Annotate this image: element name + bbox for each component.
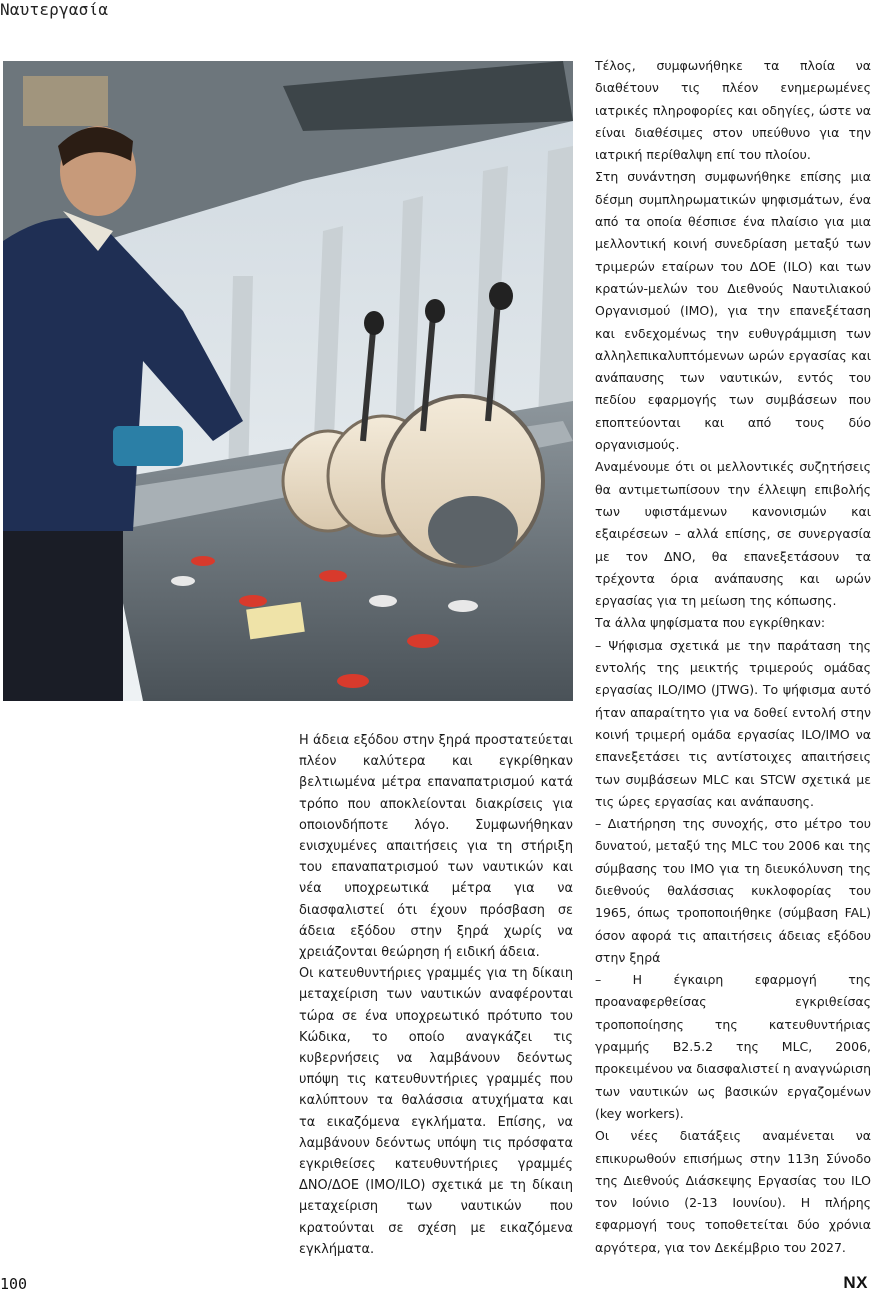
paragraph: Στη συνάντηση συμφωνήθηκε επίσης μια δέσμη συμπληρωματικών ψηφισμάτων, ένα από τα οποία θέσπισε ένα πλαίσιο για μια μελλοντική κοινή συνεδρίαση μεταξύ των τριμερών εταίρων του ΔΟΕ (ILO) και των κρατών-μελών του Διεθνούς Ναυτιλιακού Οργανισμού (ΙΜΟ), για την επανεξέταση και ενδεχομένως την ευθυγράμμιση των αλληλεπικαλυπτόμενων ωρών εργασίας και ανάπαυσης των ναυτικών, εντός του πεδίου εφαρμογής των συμβάσεων που εποπτεύονται και από τους δύο οργανισμούς.: [595, 169, 871, 453]
photo-illustration: [3, 61, 573, 701]
paragraph: Οι κατευθυντήριες γραμμές για τη δίκαιη μεταχείριση των ναυτικών αναφέρονται τώρα σε ένα υποχρεωτικό πρότυπο του Κώδικα, το οποίο αναγκάζει τις κυβερνήσεις να λαμβάνουν δεόντως υπόψη τις κατευθυντήριες γραμμές που καλύπτουν τα θαλάσσια ατυχήματα και τα εικαζόμενα εγκλήματα. Επίσης, να λαμβάνουν δεόντως υπόψη τις πρόσφατα εγκριθείσες κατευθυντήριες γραμμές ΔΝΟ/ΔΟΕ (IMO/ILO) σχετικά με τη δίκαιη μεταχείριση των ναυτικών που κρατούνται σε σχέση με εικαζόμενα εγκλήματα.: [299, 966, 573, 1257]
paragraph: Η άδεια εξόδου στην ξηρά προστατεύεται πλέον καλύτερα και εγκρίθηκαν βελτιωμένα μέτρα επαναπατρισμού κατά τρόπο που αποκλείονται διακρίσεις για οποιονδήποτε λόγο. Συμφωνήθηκαν ενισχυμένες απαιτήσεις για τη στήριξη του επαναπατρισμού των ναυτικών και νέα υποχρεωτικά μέτρα για να διασφαλιστεί ότι έχουν πρόσβαση σε άδεια εξόδου στην ξηρά χωρίς να χρειάζονται θεώρηση ή ειδική άδεια.: [299, 733, 573, 961]
right-text-column: [595, 55, 871, 1259]
paragraph: Τα άλλα ψηφίσματα που εγκρίθηκαν:: [595, 615, 826, 631]
left-text-column: [299, 730, 573, 1260]
list-item: – Διατήρηση της συνοχής, στο μέτρο του δυνατού, μεταξύ της MLC του 2006 και της σύμβασης του IMO για τη διευκόλυνση της διεθνούς θαλάσσιας κυκλοφορίας του 1965, όπως τροποποιήθηκε (σύμβαση FAL) όσον αφορά τις απαιτήσεις άδειας εξόδου στην ξηρά: [595, 816, 871, 965]
paragraph: Τέλος, συμφωνήθηκε τα πλοία να διαθέτουν τις πλέον ενημερωμένες ιατρικές πληροφορίες και οδηγίες, ώστε να είναι διαθέσιμες στον υπεύθυνο για την ιατρική περίθαλψη επί του πλοίου.: [595, 58, 871, 163]
page-number: 100: [0, 1275, 28, 1293]
paragraph: Οι νέες διατάξεις αναμένεται να επικυρωθούν επισήμως στην 113η Σύνοδο της Διεθνούς Διάσκεψης Εργασίας του ILO τον Ιούνιο (2-13 Ιουνίου). Η πλήρης εφαρμογή τους τοποθετείται δύο χρόνια αργότερα, για τον Δεκέμβριο του 2027.: [595, 1128, 871, 1255]
paragraph: Αναμένουμε ότι οι μελλοντικές συζητήσεις θα αντιμετωπίσουν την έλλειψη επιβολής των υφιστάμενων κανονισμών και εξαιρέσεων – αλλά επίσης, σε συνεργασία με τον ΔΝΟ, θα επανεξετάσουν τα τρέχοντα όρια ανάπαυσης και ωρών εργασίας για τη μείωση της κόπωσης.: [595, 459, 871, 609]
list-item: – Ψήφισμα σχετικά με την παράταση της εντολής της μεικτής τριμερούς ομάδας εργασίας ILO/IMO (JTWG). Το ψήφισμα αυτό ήταν απαραίτητο για να δοθεί εντολή στην κοινή τριμερή ομάδα εργασίας ILO/IMO να επανεξετάσει τις αντίστοιχες απαιτήσεις των συμβάσεων MLC και STCW σχετικά με τις ώρες εργασίας και ανάπαυσης.: [595, 637, 871, 809]
section-header: Ναυτεργασία: [0, 0, 109, 19]
ship-bridge-officer-photo: [3, 61, 573, 701]
magazine-logo: NX: [843, 1273, 868, 1292]
list-item: – Η έγκαιρη εφαρμογή της προαναφερθείσας εγκριθείσας τροποποίησης της κατευθυντήριας γραμμής Β2.5.2 της MLC, 2006, προκειμένου να διασφαλιστεί η αναγνώριση των ναυτικών ως βασικών εργαζομένων (key workers).: [595, 972, 871, 1121]
